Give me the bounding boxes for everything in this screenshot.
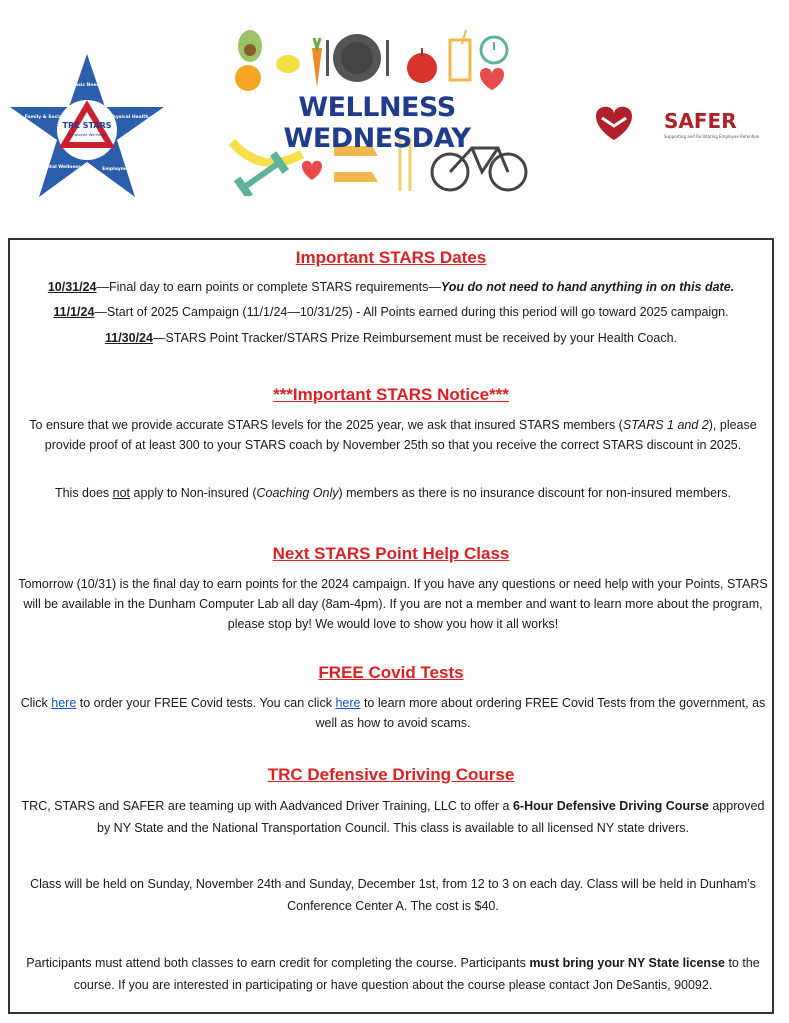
- svg-text:Mental Wellness: Mental Wellness: [39, 165, 81, 170]
- driving-paragraph-3: Participants must attend both classes to earn credit for completing the course. Participants must bring your NY State license to the course. If you are interested in participating or have question about the course please contact Jon DeSantis, 90092.: [26, 956, 760, 992]
- dates-title: Important STARS Dates: [295, 248, 487, 267]
- notice-title: ***Important STARS Notice***: [273, 385, 509, 404]
- newsletter-box: [8, 238, 774, 1014]
- driving-paragraph-2: Class will be held on Sunday, November 24th and Sunday, December 1st, from 12 to 3 on each day. Class will be held in Dunham’s Conference Center A. The cost is $40.: [30, 877, 756, 913]
- covid-order-link[interactable]: here: [51, 696, 77, 710]
- help-class-paragraph: Tomorrow (10/31) is the final day to earn points for the 2024 campaign. If you have any questions or need help with your Points, STARS will be available in the Dunham Computer Lab all day (8am-4pm). If you are not a member and want to learn more about the program, please stop by! We would love to show you how it all works!: [18, 577, 768, 631]
- covid-paragraph: Click here to order your FREE Covid tests. You can click here to learn more about ordering FREE Covid Tests from the government, as well as how to avoid scams.: [20, 696, 766, 730]
- svg-text:Supporting and Facilitating Em: Supporting and Facilitating Employee Retention: [664, 134, 760, 139]
- covid-title: FREE Covid Tests: [318, 663, 464, 682]
- safer-logo-text: SAFER: [664, 109, 737, 133]
- driving-paragraph-1: TRC, STARS and SAFER are teaming up with Aadvanced Driver Training, LLC to offer a 6-Hour Defensive Driving Course approved by NY State and the National Transportation Council. This class is available to all licensed NY state drivers.: [21, 799, 765, 835]
- date-line-1: 10/31/24—Final day to earn points or complete STARS requirements—You do not need to hand anything in on this date.: [47, 280, 735, 294]
- header: [0, 0, 789, 232]
- svg-text:Physical Health: Physical Health: [109, 115, 149, 120]
- notice-paragraph-1: To ensure that we provide accurate STARS levels for the 2025 year, we ask that insured STARS members (STARS 1 and 2), please provide proof of at least 300 to your STARS coach by November 25th so that you receive the correct STARS discount in 2025.: [29, 418, 757, 452]
- svg-text:Family & Social: Family & Social: [24, 115, 64, 120]
- svg-text:Basic Needs: Basic Needs: [71, 83, 103, 88]
- wellness-wednesday-banner: [222, 26, 532, 196]
- svg-text:Employee Wellness: Employee Wellness: [68, 132, 106, 137]
- driving-title: TRC Defensive Driving Course: [267, 765, 515, 784]
- banner-title: WELLNESS WEDNESDAY: [283, 92, 471, 154]
- help-class-title: Next STARS Point Help Class: [272, 544, 510, 563]
- covid-learn-more-link[interactable]: here: [335, 696, 361, 710]
- svg-text:Employment: Employment: [102, 167, 134, 172]
- trc-stars-logo: [8, 52, 166, 202]
- date-line-2: 11/1/24—Start of 2025 Campaign (11/1/24—10/31/25) - All Points earned during this period will go toward 2025 campaign.: [53, 305, 729, 319]
- notice-paragraph-2: This does not apply to Non-insured (Coaching Only) members as there is no insurance discount for non-insured members.: [54, 486, 732, 500]
- logo-center-text: TRC STARS: [62, 121, 112, 130]
- safer-logo: [588, 98, 760, 144]
- date-line-3: 11/30/24—STARS Point Tracker/STARS Prize Reimbursement must be received by your Health Coach.: [104, 331, 677, 345]
